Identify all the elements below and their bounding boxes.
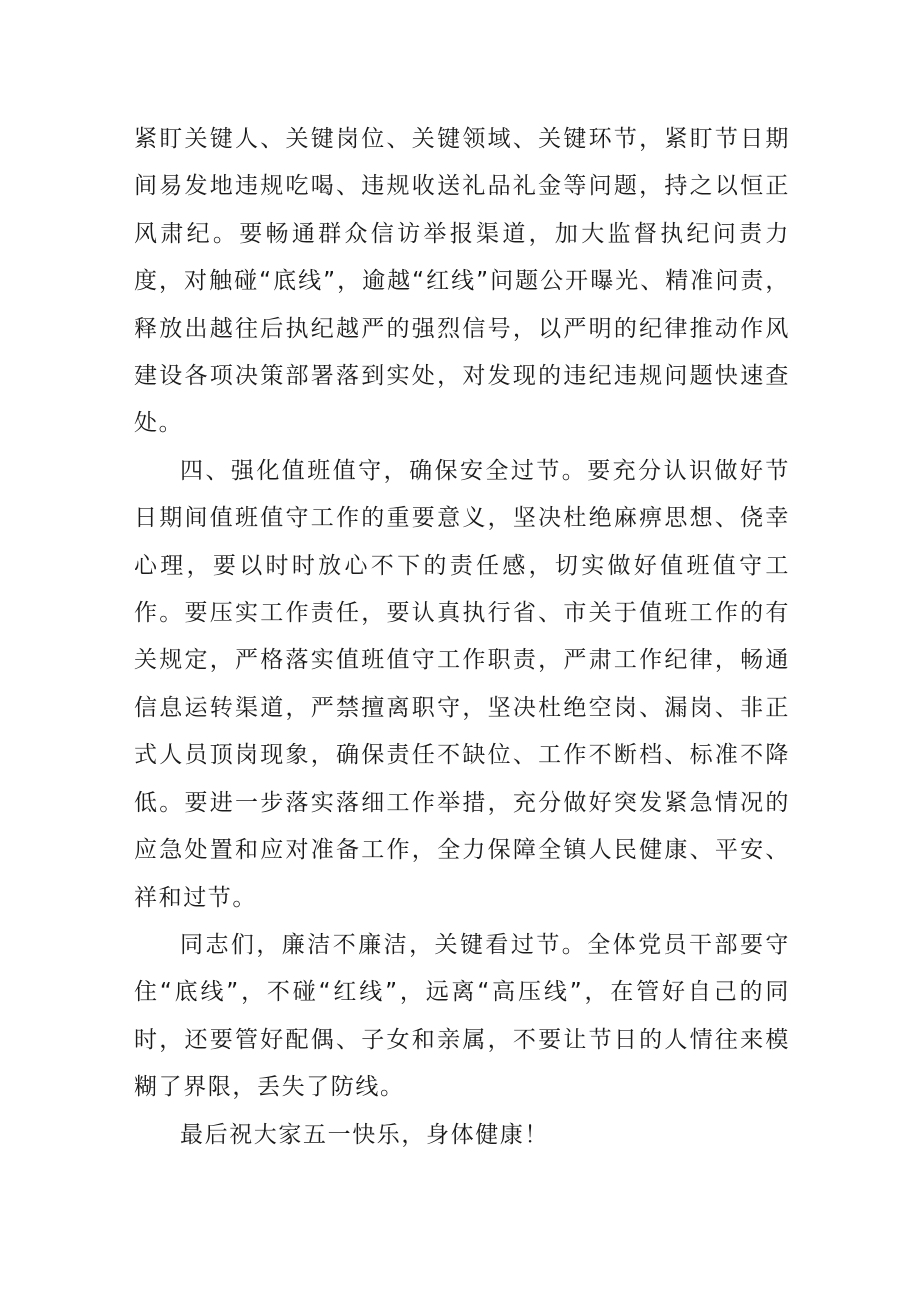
paragraph-1: 紧盯关键人、关键岗位、关键领域、关键环节，紧盯节日期间易发地违规吃喝、违规收送礼品礼金等问题，持之以恒正风肃纪。要畅通群众信访举报渠道，加大监督执纪问责力度，对触碰“底线”，逾越“红线”问题公开曝光、精准问责，释放出越往后执纪越严的强烈信号，以严明的纪律推动作风建设各项决策部署落到实处，对发现的违纪违规问题快速查处。 [134, 126, 790, 437]
paragraph-3: 同志们，廉洁不廉洁，关键看过节。全体党员干部要守住“底线”，不碰“红线”，远离“高压线”，在管好自己的同时，还要管好配偶、子女和亲属，不要让节日的人情往来模糊了界限，丢失了防线。 [134, 931, 790, 1101]
paragraph-4: 最后祝大家五一快乐，身体健康！ [180, 1121, 549, 1148]
paragraph-2: 四、强化值班值守，确保安全过节。要充分认识做好节日期间值班值守工作的重要意义，坚决杜绝麻痹思想、侥幸心理，要以时时放心不下的责任感，切实做好值班值守工作。要压实工作责任，要认真执行省、市关于值班工作的有关规定，严格落实值班值守工作职责，严肃工作纪律，畅通信息运转渠道，严禁擅离职守，坚决杜绝空岗、漏岗、非正式人员顶岗现象，确保责任不缺位、工作不断档、标准不降低。要进一步落实落细工作举措，充分做好突发紧急情况的应急处置和应对准备工作，全力保障全镇人民健康、平安、祥和过节。 [134, 457, 790, 911]
document-body [134, 116, 790, 1159]
